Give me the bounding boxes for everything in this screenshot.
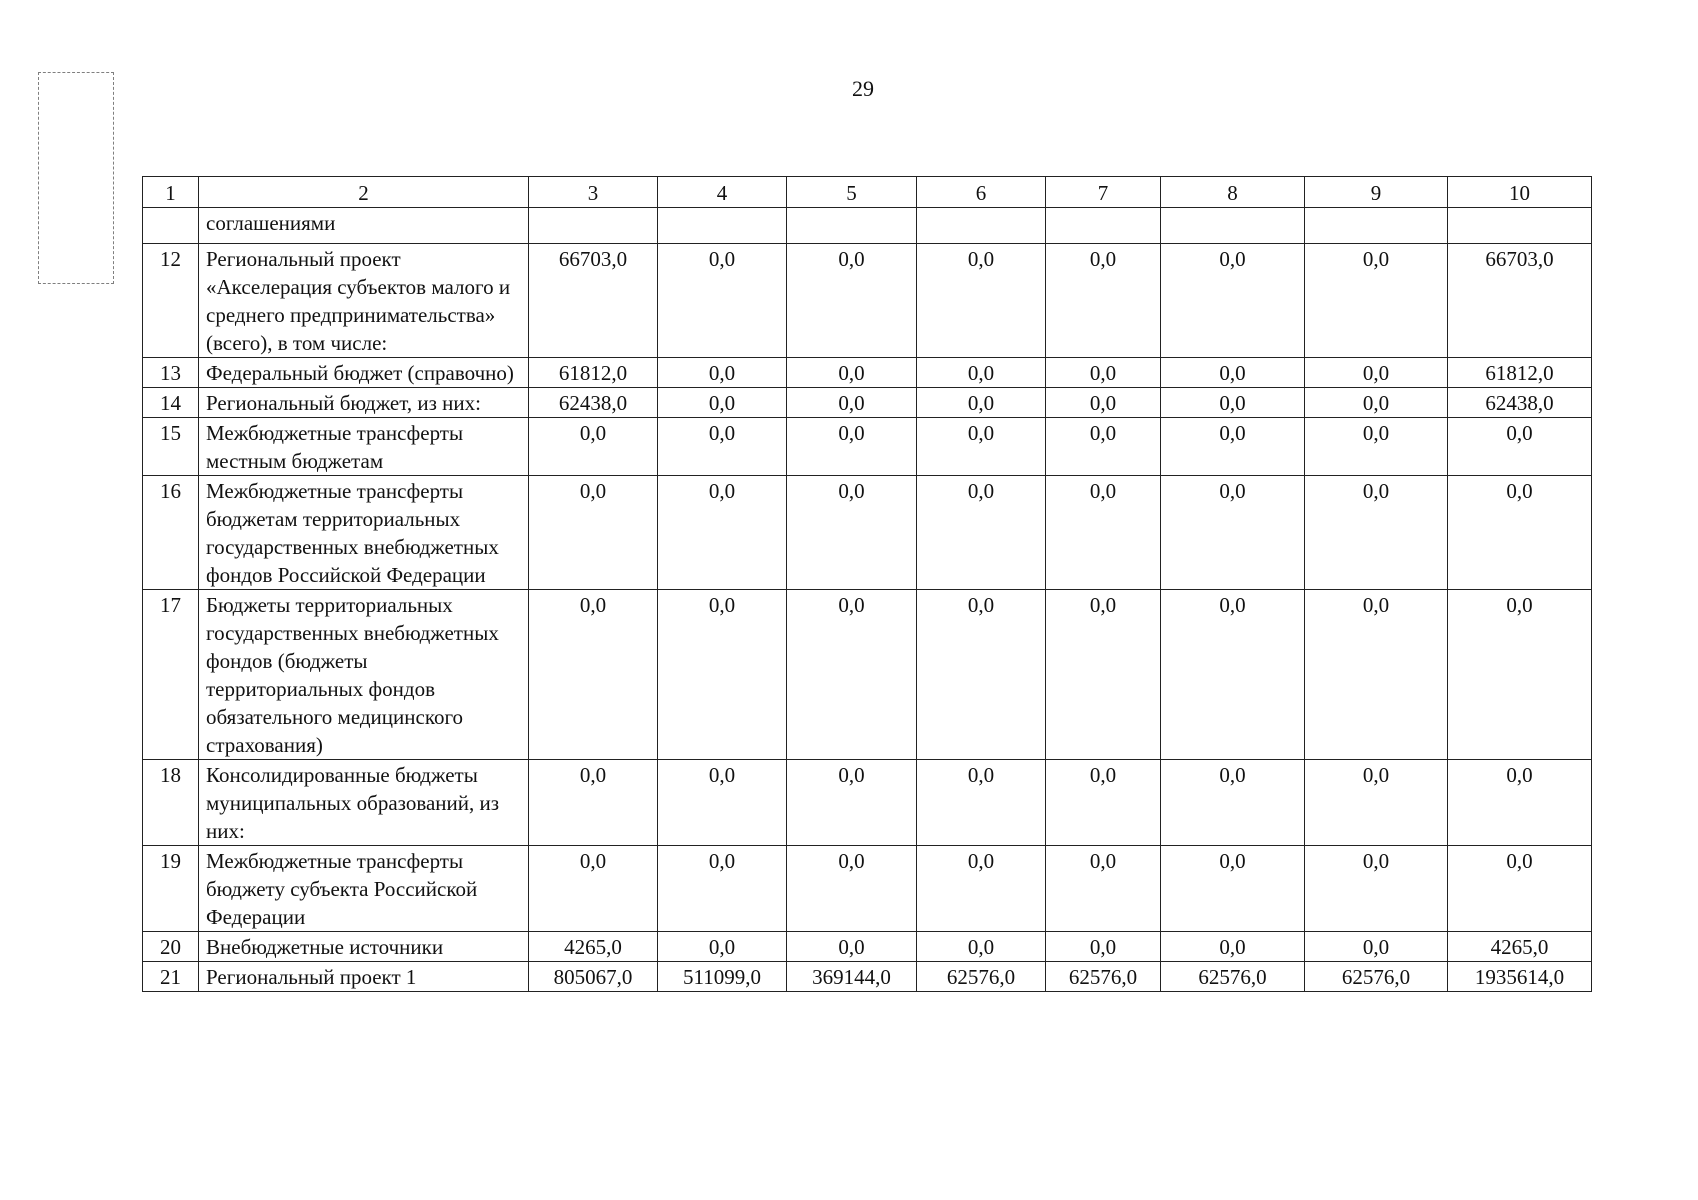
cell-value: 0,0	[1046, 760, 1161, 846]
row-label: Региональный проект 1	[199, 962, 529, 992]
cell-value: 61812,0	[529, 358, 658, 388]
cell-value: 0,0	[787, 358, 917, 388]
cell-value: 0,0	[658, 244, 787, 358]
cell-value: 0,0	[1046, 388, 1161, 418]
cell-value: 0,0	[1161, 932, 1305, 962]
table-row	[143, 244, 1592, 358]
cell-value: 0,0	[1448, 760, 1592, 846]
cell-value: 0,0	[787, 590, 917, 760]
cell-value: 0,0	[1046, 358, 1161, 388]
registration-stamp	[38, 72, 114, 284]
cell-value: 0,0	[658, 760, 787, 846]
cell-value: 369144,0	[787, 962, 917, 992]
column-header: 6	[917, 177, 1046, 208]
cell-value	[1046, 208, 1161, 244]
table-row	[143, 846, 1592, 932]
cell-value	[917, 208, 1046, 244]
column-header: 2	[199, 177, 529, 208]
row-number: 18	[143, 760, 199, 846]
cell-value: 805067,0	[529, 962, 658, 992]
cell-value	[787, 208, 917, 244]
cell-value: 0,0	[917, 590, 1046, 760]
cell-value: 4265,0	[529, 932, 658, 962]
cell-value: 0,0	[1161, 418, 1305, 476]
row-label: Консолидированные бюджеты муниципальных образований, из них:	[199, 760, 529, 846]
cell-value: 62576,0	[917, 962, 1046, 992]
column-header: 4	[658, 177, 787, 208]
cell-value: 0,0	[1305, 388, 1448, 418]
cell-value: 62438,0	[1448, 388, 1592, 418]
row-number: 12	[143, 244, 199, 358]
cell-value: 0,0	[1305, 244, 1448, 358]
table-row	[143, 962, 1592, 992]
cell-value: 62576,0	[1046, 962, 1161, 992]
table-row	[143, 358, 1592, 388]
cell-value: 0,0	[529, 760, 658, 846]
table-row	[143, 590, 1592, 760]
table-row	[143, 760, 1592, 846]
row-label: Бюджеты территориальных государственных внебюджетных фондов (бюджеты территориальных фондов обязательного медицинского страхования)	[199, 590, 529, 760]
table-row	[143, 208, 1592, 244]
cell-value: 0,0	[787, 476, 917, 590]
cell-value: 0,0	[1161, 590, 1305, 760]
row-label: Межбюджетные трансферты бюджетам территориальных государственных внебюджетных фондов Российской Федерации	[199, 476, 529, 590]
cell-value: 0,0	[917, 244, 1046, 358]
row-number: 15	[143, 418, 199, 476]
row-number: 16	[143, 476, 199, 590]
cell-value	[1161, 208, 1305, 244]
cell-value	[1448, 208, 1592, 244]
cell-value: 62438,0	[529, 388, 658, 418]
cell-value: 0,0	[917, 932, 1046, 962]
column-header: 3	[529, 177, 658, 208]
cell-value: 0,0	[787, 388, 917, 418]
cell-value: 66703,0	[1448, 244, 1592, 358]
column-header: 10	[1448, 177, 1592, 208]
cell-value: 0,0	[917, 358, 1046, 388]
cell-value: 62576,0	[1161, 962, 1305, 992]
cell-value: 0,0	[1448, 418, 1592, 476]
cell-value: 1935614,0	[1448, 962, 1592, 992]
column-header: 5	[787, 177, 917, 208]
cell-value: 0,0	[917, 846, 1046, 932]
cell-value	[1305, 208, 1448, 244]
table-row	[143, 476, 1592, 590]
cell-value: 0,0	[1046, 244, 1161, 358]
cell-value: 0,0	[1046, 590, 1161, 760]
table-row	[143, 932, 1592, 962]
row-label: Федеральный бюджет (справочно)	[199, 358, 529, 388]
cell-value: 0,0	[1305, 476, 1448, 590]
cell-value: 0,0	[658, 932, 787, 962]
column-header: 7	[1046, 177, 1161, 208]
cell-value: 0,0	[1161, 846, 1305, 932]
table-row	[143, 388, 1592, 418]
page-number: 29	[852, 76, 874, 101]
row-number: 21	[143, 962, 199, 992]
cell-value: 0,0	[1305, 358, 1448, 388]
row-number: 19	[143, 846, 199, 932]
cell-value: 0,0	[1161, 388, 1305, 418]
row-label: Внебюджетные источники	[199, 932, 529, 962]
row-label: Межбюджетные трансферты бюджету субъекта Российской Федерации	[199, 846, 529, 932]
cell-value: 0,0	[658, 476, 787, 590]
cell-value: 0,0	[787, 932, 917, 962]
row-number: 20	[143, 932, 199, 962]
cell-value: 0,0	[1305, 932, 1448, 962]
cell-value: 66703,0	[529, 244, 658, 358]
cell-value: 0,0	[1161, 358, 1305, 388]
column-header: 1	[143, 177, 199, 208]
cell-value: 0,0	[917, 388, 1046, 418]
cell-value: 0,0	[1448, 846, 1592, 932]
row-label: Региональный бюджет, из них:	[199, 388, 529, 418]
cell-value: 0,0	[917, 418, 1046, 476]
cell-value	[529, 208, 658, 244]
cell-value: 0,0	[1161, 476, 1305, 590]
cell-value: 0,0	[1161, 760, 1305, 846]
cell-value: 0,0	[1046, 932, 1161, 962]
cell-value: 0,0	[529, 476, 658, 590]
cell-value: 0,0	[1305, 760, 1448, 846]
cell-value: 0,0	[1046, 418, 1161, 476]
cell-value: 0,0	[1046, 476, 1161, 590]
cell-value: 0,0	[658, 388, 787, 418]
column-header: 8	[1161, 177, 1305, 208]
cell-value: 61812,0	[1448, 358, 1592, 388]
cell-value: 0,0	[658, 846, 787, 932]
column-header: 9	[1305, 177, 1448, 208]
header-row	[143, 177, 1592, 208]
cell-value: 0,0	[917, 760, 1046, 846]
cell-value: 0,0	[787, 760, 917, 846]
cell-value: 0,0	[1305, 846, 1448, 932]
cell-value: 4265,0	[1448, 932, 1592, 962]
cell-value: 0,0	[529, 418, 658, 476]
row-number: 17	[143, 590, 199, 760]
budget-table	[142, 176, 1592, 992]
row-number: 13	[143, 358, 199, 388]
cell-value: 0,0	[658, 590, 787, 760]
row-number	[143, 208, 199, 244]
table-row	[143, 418, 1592, 476]
cell-value: 0,0	[1305, 418, 1448, 476]
cell-value: 0,0	[529, 846, 658, 932]
cell-value: 0,0	[658, 418, 787, 476]
cell-value: 0,0	[1448, 590, 1592, 760]
cell-value: 0,0	[787, 418, 917, 476]
cell-value: 0,0	[1305, 590, 1448, 760]
cell-value: 0,0	[1448, 476, 1592, 590]
row-label: Региональный проект «Акселерация субъектов малого и среднего предпринимательства» (всего), в том числе:	[199, 244, 529, 358]
cell-value	[658, 208, 787, 244]
cell-value: 0,0	[1046, 846, 1161, 932]
cell-value: 0,0	[529, 590, 658, 760]
cell-value: 0,0	[1161, 244, 1305, 358]
cell-value: 0,0	[787, 244, 917, 358]
row-label: соглашениями	[199, 208, 529, 244]
row-number: 14	[143, 388, 199, 418]
cell-value: 62576,0	[1305, 962, 1448, 992]
cell-value: 0,0	[787, 846, 917, 932]
cell-value: 511099,0	[658, 962, 787, 992]
row-label: Межбюджетные трансферты местным бюджетам	[199, 418, 529, 476]
cell-value: 0,0	[917, 476, 1046, 590]
cell-value: 0,0	[658, 358, 787, 388]
